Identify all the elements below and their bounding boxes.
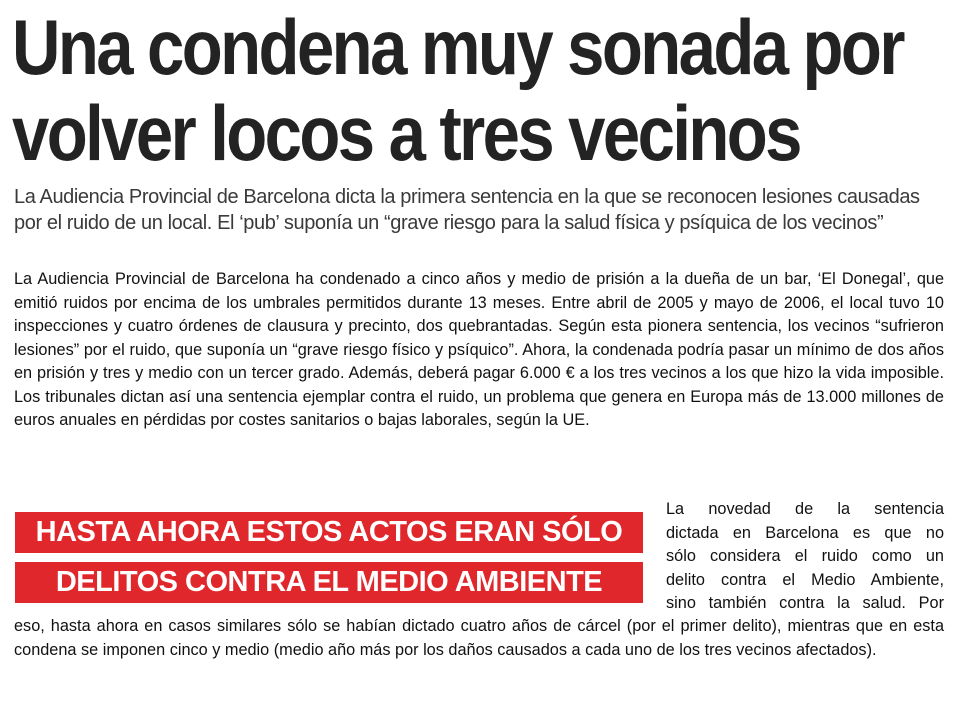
bottom-paragraph: eso, hasta ahora en casos similares sólo se habían dictado cuatro años de cárcel (por el primer delito), mientras que en esta condena se imponen cinco y medio (medio año más por los daños causados a cada uno de los tres vecinos afectados). [14, 617, 944, 659]
body-paragraph: La Audiencia Provincial de Barcelona ha condenado a cinco años y medio de prisión a la dueña de un bar, ‘El Donegal’, que emitió ruidos por encima de los umbrales permitidos durante 13 meses. Entre abril de 2005 y mayo de 2006, el local tuvo 10 inspecciones y cuatro órdenes de clausura y precinto, dos quebrantadas. Según esta pionera sentencia, los vecinos “sufrieron lesiones” por el ruido, que suponía un “grave riesgo físico y psíquico”. Ahora, la condenada podría pasar un mínimo de dos años en prisión y tres y medio con un tercer grado. Además, deberá pagar 6.000 € a los tres vecinos a los que hizo la vida imposible. Los tribunales dictan así una sentencia ejemplar contra el ruido, un problema que genera en Europa más de 13.000 millones de euros anuales en pérdidas por costes sanitarios o bajas laborales, según la UE. [14, 270, 944, 429]
highlight-line-2: DELITOS CONTRA EL MEDIO AMBIENTE [15, 562, 643, 603]
highlight-callout [15, 512, 643, 603]
side-paragraph [666, 498, 944, 616]
side-line-1: La novedad de la sentencia [666, 500, 944, 518]
side-line-3: sólo considera el ruido como un [666, 547, 944, 565]
subheadline: La Audiencia Provincial de Barcelona dicta la primera sentencia en la que se reconocen lesiones causadas por el ruido de un local. El ‘pub’ suponía un “grave riesgo para la salud física y psíquica de los vecinos” [14, 186, 920, 234]
side-line-5: sino también contra la salud. Por [666, 594, 944, 612]
headline-line-1: Una condena muy sonada por [12, 3, 903, 91]
headline [12, 3, 903, 177]
headline-line-2: volver locos a tres vecinos [12, 89, 800, 177]
highlight-line-1: HASTA AHORA ESTOS ACTOS ERAN SÓLO [15, 512, 643, 553]
side-line-2: dictada en Barcelona es que no [666, 523, 944, 542]
side-line-4: delito contra el Medio Ambiente, [666, 570, 944, 589]
